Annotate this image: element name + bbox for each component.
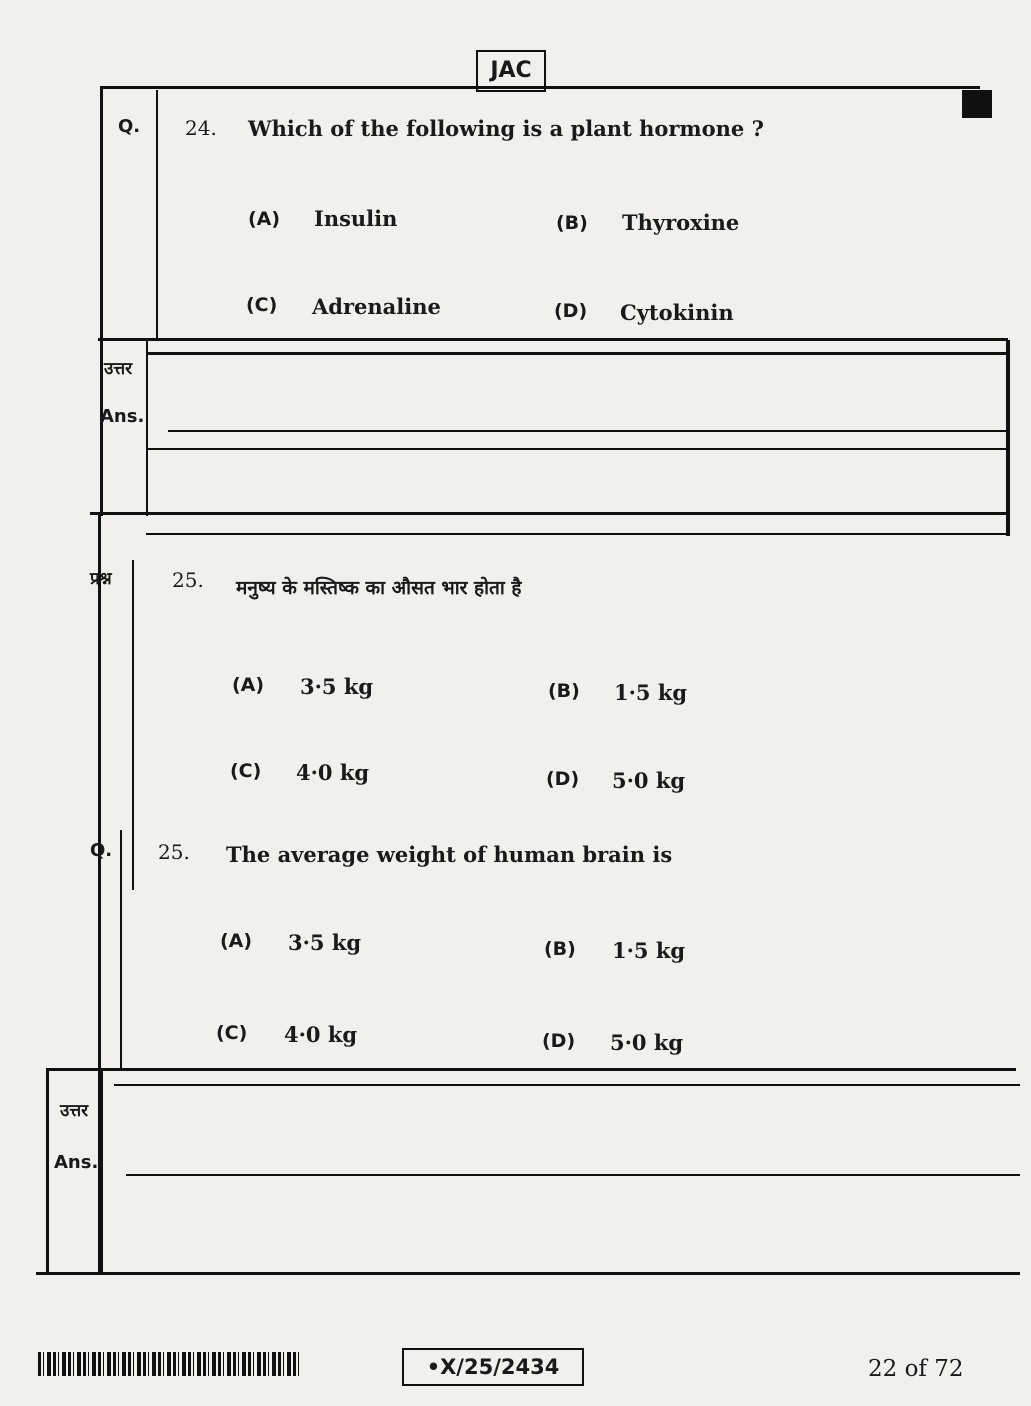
- q25-option-a-text: 3·5 kg: [288, 930, 362, 955]
- row-divider-q25-sub: [146, 533, 1010, 535]
- q24-option-a-letter: (A): [248, 208, 281, 230]
- corner-mark: [962, 90, 992, 118]
- q25-hindi-option-d-letter: (D): [546, 768, 580, 790]
- ans24-mid-line: [148, 448, 1010, 450]
- q24-option-b-letter: (B): [556, 212, 588, 234]
- row-divider-q25-start: [90, 512, 1010, 515]
- q25-hindi-label: प्रश्न: [90, 569, 112, 589]
- q25-hindi-option-d-text: 5·0 kg: [612, 768, 686, 793]
- q24-option-c-letter: (C): [246, 294, 278, 316]
- q25-option-d-letter: (D): [542, 1030, 576, 1052]
- outer-left-lower: [46, 1068, 49, 1273]
- q25-number: 25.: [158, 840, 190, 864]
- top-rule: [100, 86, 980, 89]
- row-divider-q25-end: [46, 1068, 1016, 1071]
- col-divider-q25: [132, 560, 134, 890]
- q24-option-d-text: Cytokinin: [620, 300, 734, 325]
- page-number: 22 of 72: [868, 1356, 964, 1382]
- paper-code: •X/25/2434: [402, 1348, 584, 1386]
- bottom-rule: [36, 1272, 1020, 1275]
- board-badge: JAC: [476, 50, 546, 92]
- row-divider-q24-end: [98, 338, 1008, 341]
- q25-hindi-number: 25.: [172, 568, 204, 592]
- ans24-box-top: [148, 352, 1010, 355]
- q25-option-d-text: 5·0 kg: [610, 1030, 684, 1055]
- ans24-line: [168, 430, 1010, 432]
- q24-text: Which of the following is a plant hormone ?: [248, 116, 764, 141]
- q25-option-b-letter: (B): [544, 938, 576, 960]
- left-border-upper: [100, 86, 103, 516]
- q24-option-b-text: Thyroxine: [622, 210, 740, 235]
- q24-label: Q.: [118, 116, 141, 137]
- q25-label: Q.: [90, 840, 113, 861]
- q25-hindi-option-c-text: 4·0 kg: [296, 760, 370, 785]
- ans25-line: [126, 1174, 1020, 1176]
- q24-option-a-text: Insulin: [314, 206, 398, 231]
- q24-number: 24.: [185, 116, 217, 140]
- q25-hindi-option-b-text: 1·5 kg: [614, 680, 688, 705]
- q25-option-a-letter: (A): [220, 930, 253, 952]
- ans25-hindi-label: उत्तर: [60, 1101, 89, 1121]
- q25-option-c-text: 4·0 kg: [284, 1022, 358, 1047]
- q25-hindi-option-c-letter: (C): [230, 760, 262, 782]
- col-divider-q24: [156, 90, 158, 340]
- q25-hindi-option-a-text: 3·5 kg: [300, 674, 374, 699]
- q25-hindi-text: मनुष्य के मस्तिष्क का औसत भार होता है: [236, 577, 522, 599]
- ans25-label: Ans.: [54, 1152, 99, 1173]
- q25-option-c-letter: (C): [216, 1022, 248, 1044]
- q25-hindi-option-b-letter: (B): [548, 680, 580, 702]
- ans25-box-top: [114, 1084, 1020, 1086]
- ans24-hindi-label: उत्तर: [104, 359, 133, 379]
- q25-option-b-text: 1·5 kg: [612, 938, 686, 963]
- ans24-label: Ans.: [100, 406, 145, 427]
- q25-text: The average weight of human brain is: [226, 842, 673, 867]
- q25-hindi-option-a-letter: (A): [232, 674, 265, 696]
- col-divider-ans25: [100, 1068, 103, 1273]
- q24-option-c-text: Adrenaline: [312, 294, 441, 319]
- barcode: [38, 1352, 300, 1376]
- q24-option-d-letter: (D): [554, 300, 588, 322]
- col-divider-ans24: [146, 340, 148, 516]
- ans24-right-border: [1006, 340, 1010, 536]
- col-divider-q25-en: [120, 830, 122, 1070]
